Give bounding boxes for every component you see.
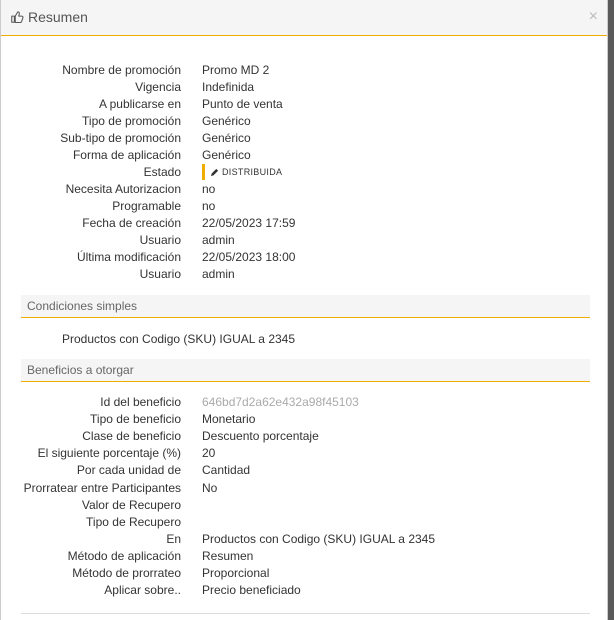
row-tipo-promocion [1,113,607,130]
row-value: Descuento porcentaje [202,429,319,443]
row-value: 22/05/2023 18:00 [202,250,296,264]
row-label: Nombre de promoción [62,63,181,77]
section-condiciones-simples: Condiciones simples [21,295,590,318]
row-value: Genérico [202,148,251,162]
row-label: Id del beneficio [100,395,181,409]
row-tipo-recupero [1,514,607,531]
row-subtipo [1,130,607,147]
row-aplicar-sobre [1,582,607,599]
modal-header [1,0,607,36]
row-value: no [202,182,216,196]
row-forma-aplicacion [1,147,607,164]
row-label: Tipo de promoción [82,114,181,128]
condition-item: Productos con Codigo (SKU) IGUAL a 2345 [62,332,296,346]
row-porcentaje [1,445,607,462]
row-autorizacion [1,181,607,198]
row-label: A publicarse en [98,97,181,111]
close-button[interactable]: × [588,8,598,25]
row-label: Prorratear entre Participantes [23,481,181,495]
modal-body [1,36,607,620]
row-label: Vigencia [135,80,181,94]
row-value: admin [202,233,235,247]
row-label: Usuario [139,233,181,247]
pencil-icon [210,168,219,177]
row-label: En [166,532,181,546]
row-label: Usuario [139,267,181,281]
row-value: Monetario [202,412,256,426]
status-text: DISTRIBUIDA [222,166,283,177]
status-badge [202,164,282,180]
row-value: admin [202,267,235,281]
row-label: Forma de aplicación [72,148,181,162]
row-fecha-creacion [1,215,607,232]
row-label: El siguiente porcentaje (%) [37,446,181,460]
row-publicarse [1,96,607,113]
row-value: Punto de venta [202,97,283,111]
row-value: Precio beneficiado [202,583,301,597]
row-value: No [202,481,218,495]
row-value: Genérico [202,131,251,145]
row-label: Programable [112,199,181,213]
modal-title [10,9,88,25]
row-id-beneficio [1,394,607,411]
row-value: Promo MD 2 [202,63,270,77]
row-nombre [1,62,607,79]
row-value: Proporcional [202,566,270,580]
row-por-cada-unidad [1,462,607,479]
row-label: Tipo de Recupero [86,515,181,529]
row-prorratear [1,480,607,497]
row-value [202,164,282,182]
row-value: Productos con Codigo (SKU) IGUAL a 2345 [202,532,436,546]
row-valor-recupero [1,497,607,514]
row-usuario-creacion [1,232,607,249]
bottom-divider [21,613,590,614]
row-ultima-modificacion [1,249,607,266]
row-value: Cantidad [202,463,251,477]
row-label: Tipo de beneficio [90,412,181,426]
row-label: Clase de beneficio [82,429,181,443]
row-en [1,531,607,548]
row-label: Necesita Autorizacion [65,182,181,196]
row-label: Valor de Recupero [81,498,181,512]
row-label: Estado [143,165,181,179]
thumbs-up-icon [10,10,24,24]
row-metodo-aplicacion [1,548,607,565]
modal-title-text: Resumen [28,9,88,25]
benefit-id-value: 646bd7d2a62e432a98f45103 [202,395,359,409]
row-label: Método de prorrateo [72,566,181,580]
row-value: 20 [202,446,216,460]
row-value: Resumen [202,549,254,563]
row-value: no [202,199,216,213]
row-label: Fecha de creación [82,216,181,230]
row-metodo-prorrateo [1,565,607,582]
row-value: Genérico [202,114,251,128]
row-clase-beneficio [1,428,607,445]
row-estado [1,164,607,181]
row-value: 22/05/2023 17:59 [202,216,296,230]
row-tipo-beneficio [1,411,607,428]
row-value: Indefinida [202,80,255,94]
row-label: Última modificación [76,250,181,264]
section-beneficios: Beneficios a otorgar [21,359,590,382]
row-programable [1,198,607,215]
row-vigencia [1,79,607,96]
row-label: Sub-tipo de promoción [60,131,181,145]
row-label: Por cada unidad de [76,463,181,477]
row-usuario-modificacion [1,266,607,283]
row-label: Método de aplicación [67,549,181,563]
row-label: Aplicar sobre.. [104,583,181,597]
